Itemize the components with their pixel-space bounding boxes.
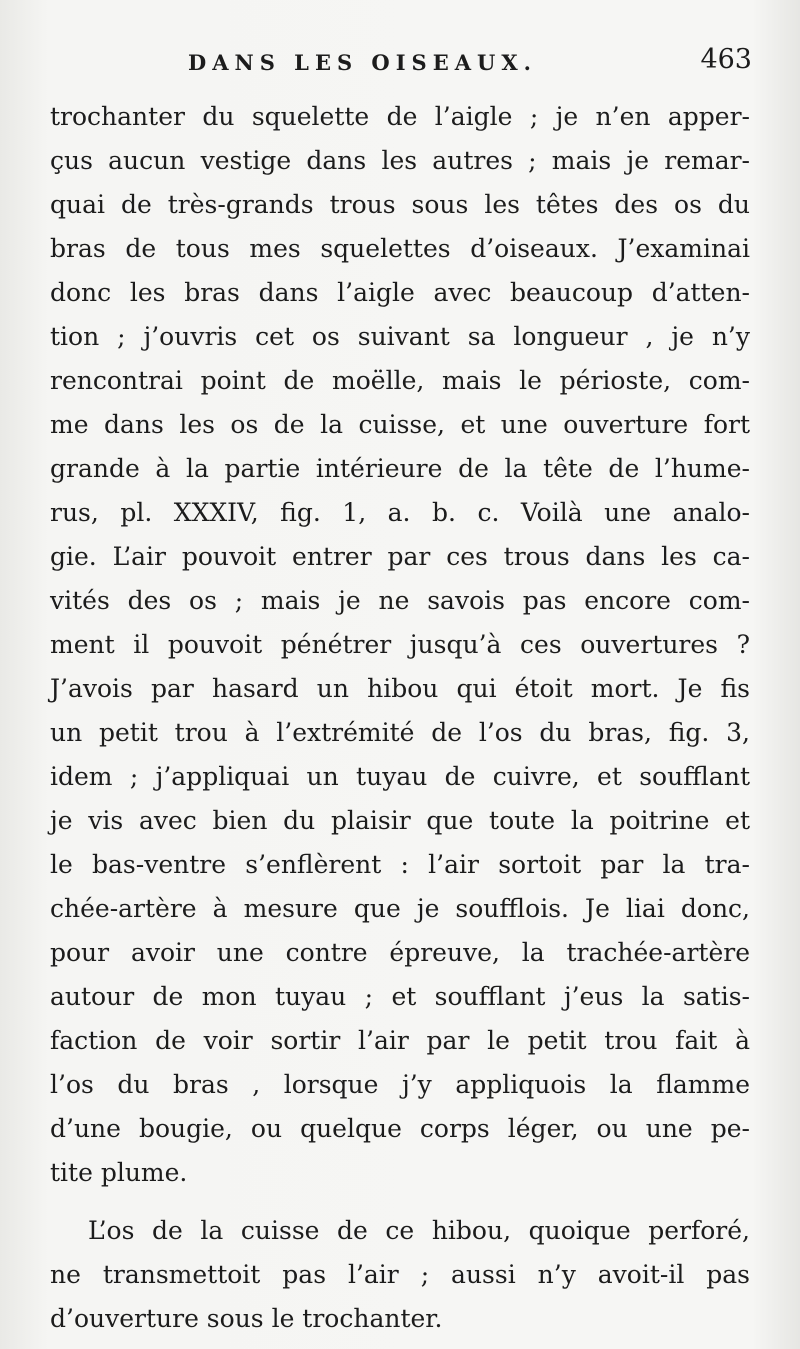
- text-line: tite plume.: [50, 1158, 188, 1187]
- text-line: trochanter du squelette de l’aigle ; je n’en apper-: [50, 102, 750, 131]
- text-line: çus aucun vestige dans les autres ; mais je remar-: [50, 146, 750, 175]
- text-line: ne transmettoit pas l’air ; aussi n’y avoit-il pas: [50, 1260, 750, 1289]
- paragraph-2: [50, 1209, 750, 1341]
- text-line: L’os de la cuisse de ce hibou, quoique perforé,: [88, 1216, 750, 1245]
- text-line: bras de tous mes squelettes d’oiseaux. J’examinai: [50, 234, 750, 263]
- text-line: donc les bras dans l’aigle avec beaucoup d’atten-: [50, 278, 750, 307]
- text-line: pour avoir une contre épreuve, la trachée-artère: [50, 938, 750, 967]
- text-line: je vis avec bien du plaisir que toute la poitrine et: [50, 806, 750, 835]
- text-line: rencontrai point de moëlle, mais le périoste, com-: [50, 366, 750, 395]
- paragraph-1: [50, 95, 750, 1195]
- text-line: le bas-ventre s’enflèrent : l’air sortoit par la tra-: [50, 850, 750, 879]
- text-line: l’os du bras , lorsque j’y appliquois la flamme: [50, 1070, 750, 1099]
- page-number: 463: [700, 44, 752, 75]
- text-line: J’avois par hasard un hibou qui étoit mort. Je fis: [50, 674, 750, 703]
- text-line: faction de voir sortir l’air par le petit trou fait à: [50, 1026, 750, 1055]
- body-text: [50, 95, 750, 1341]
- page-header: [48, 44, 752, 80]
- text-line: grande à la partie intérieure de la tête de l’hume-: [50, 454, 750, 483]
- text-line: ment il pouvoit pénétrer jusqu’à ces ouvertures ?: [50, 630, 750, 659]
- text-line: idem ; j’appliquai un tuyau de cuivre, et soufflant: [50, 762, 750, 791]
- text-line: autour de mon tuyau ; et soufflant j’eus la satis-: [50, 982, 750, 1011]
- text-line: d’ouverture sous le trochanter.: [50, 1304, 443, 1333]
- running-head: DANS LES OISEAUX.: [188, 50, 537, 75]
- text-line: quai de très-grands trous sous les têtes des os du: [50, 190, 750, 219]
- text-line: rus, pl. XXXIV, fig. 1, a. b. c. Voilà une analo-: [50, 498, 750, 527]
- text-line: d’une bougie, ou quelque corps léger, ou une pe-: [50, 1114, 750, 1143]
- text-line: un petit trou à l’extrémité de l’os du bras, fig. 3,: [50, 718, 750, 747]
- text-line: vités des os ; mais je ne savois pas encore com-: [50, 586, 750, 615]
- text-line: chée-artère à mesure que je soufflois. Je liai donc,: [50, 894, 750, 923]
- text-line: tion ; j’ouvris cet os suivant sa longueur , je n’y: [50, 322, 750, 351]
- text-line: me dans les os de la cuisse, et une ouverture fort: [50, 410, 750, 439]
- text-line: gie. L’air pouvoit entrer par ces trous dans les ca-: [50, 542, 750, 571]
